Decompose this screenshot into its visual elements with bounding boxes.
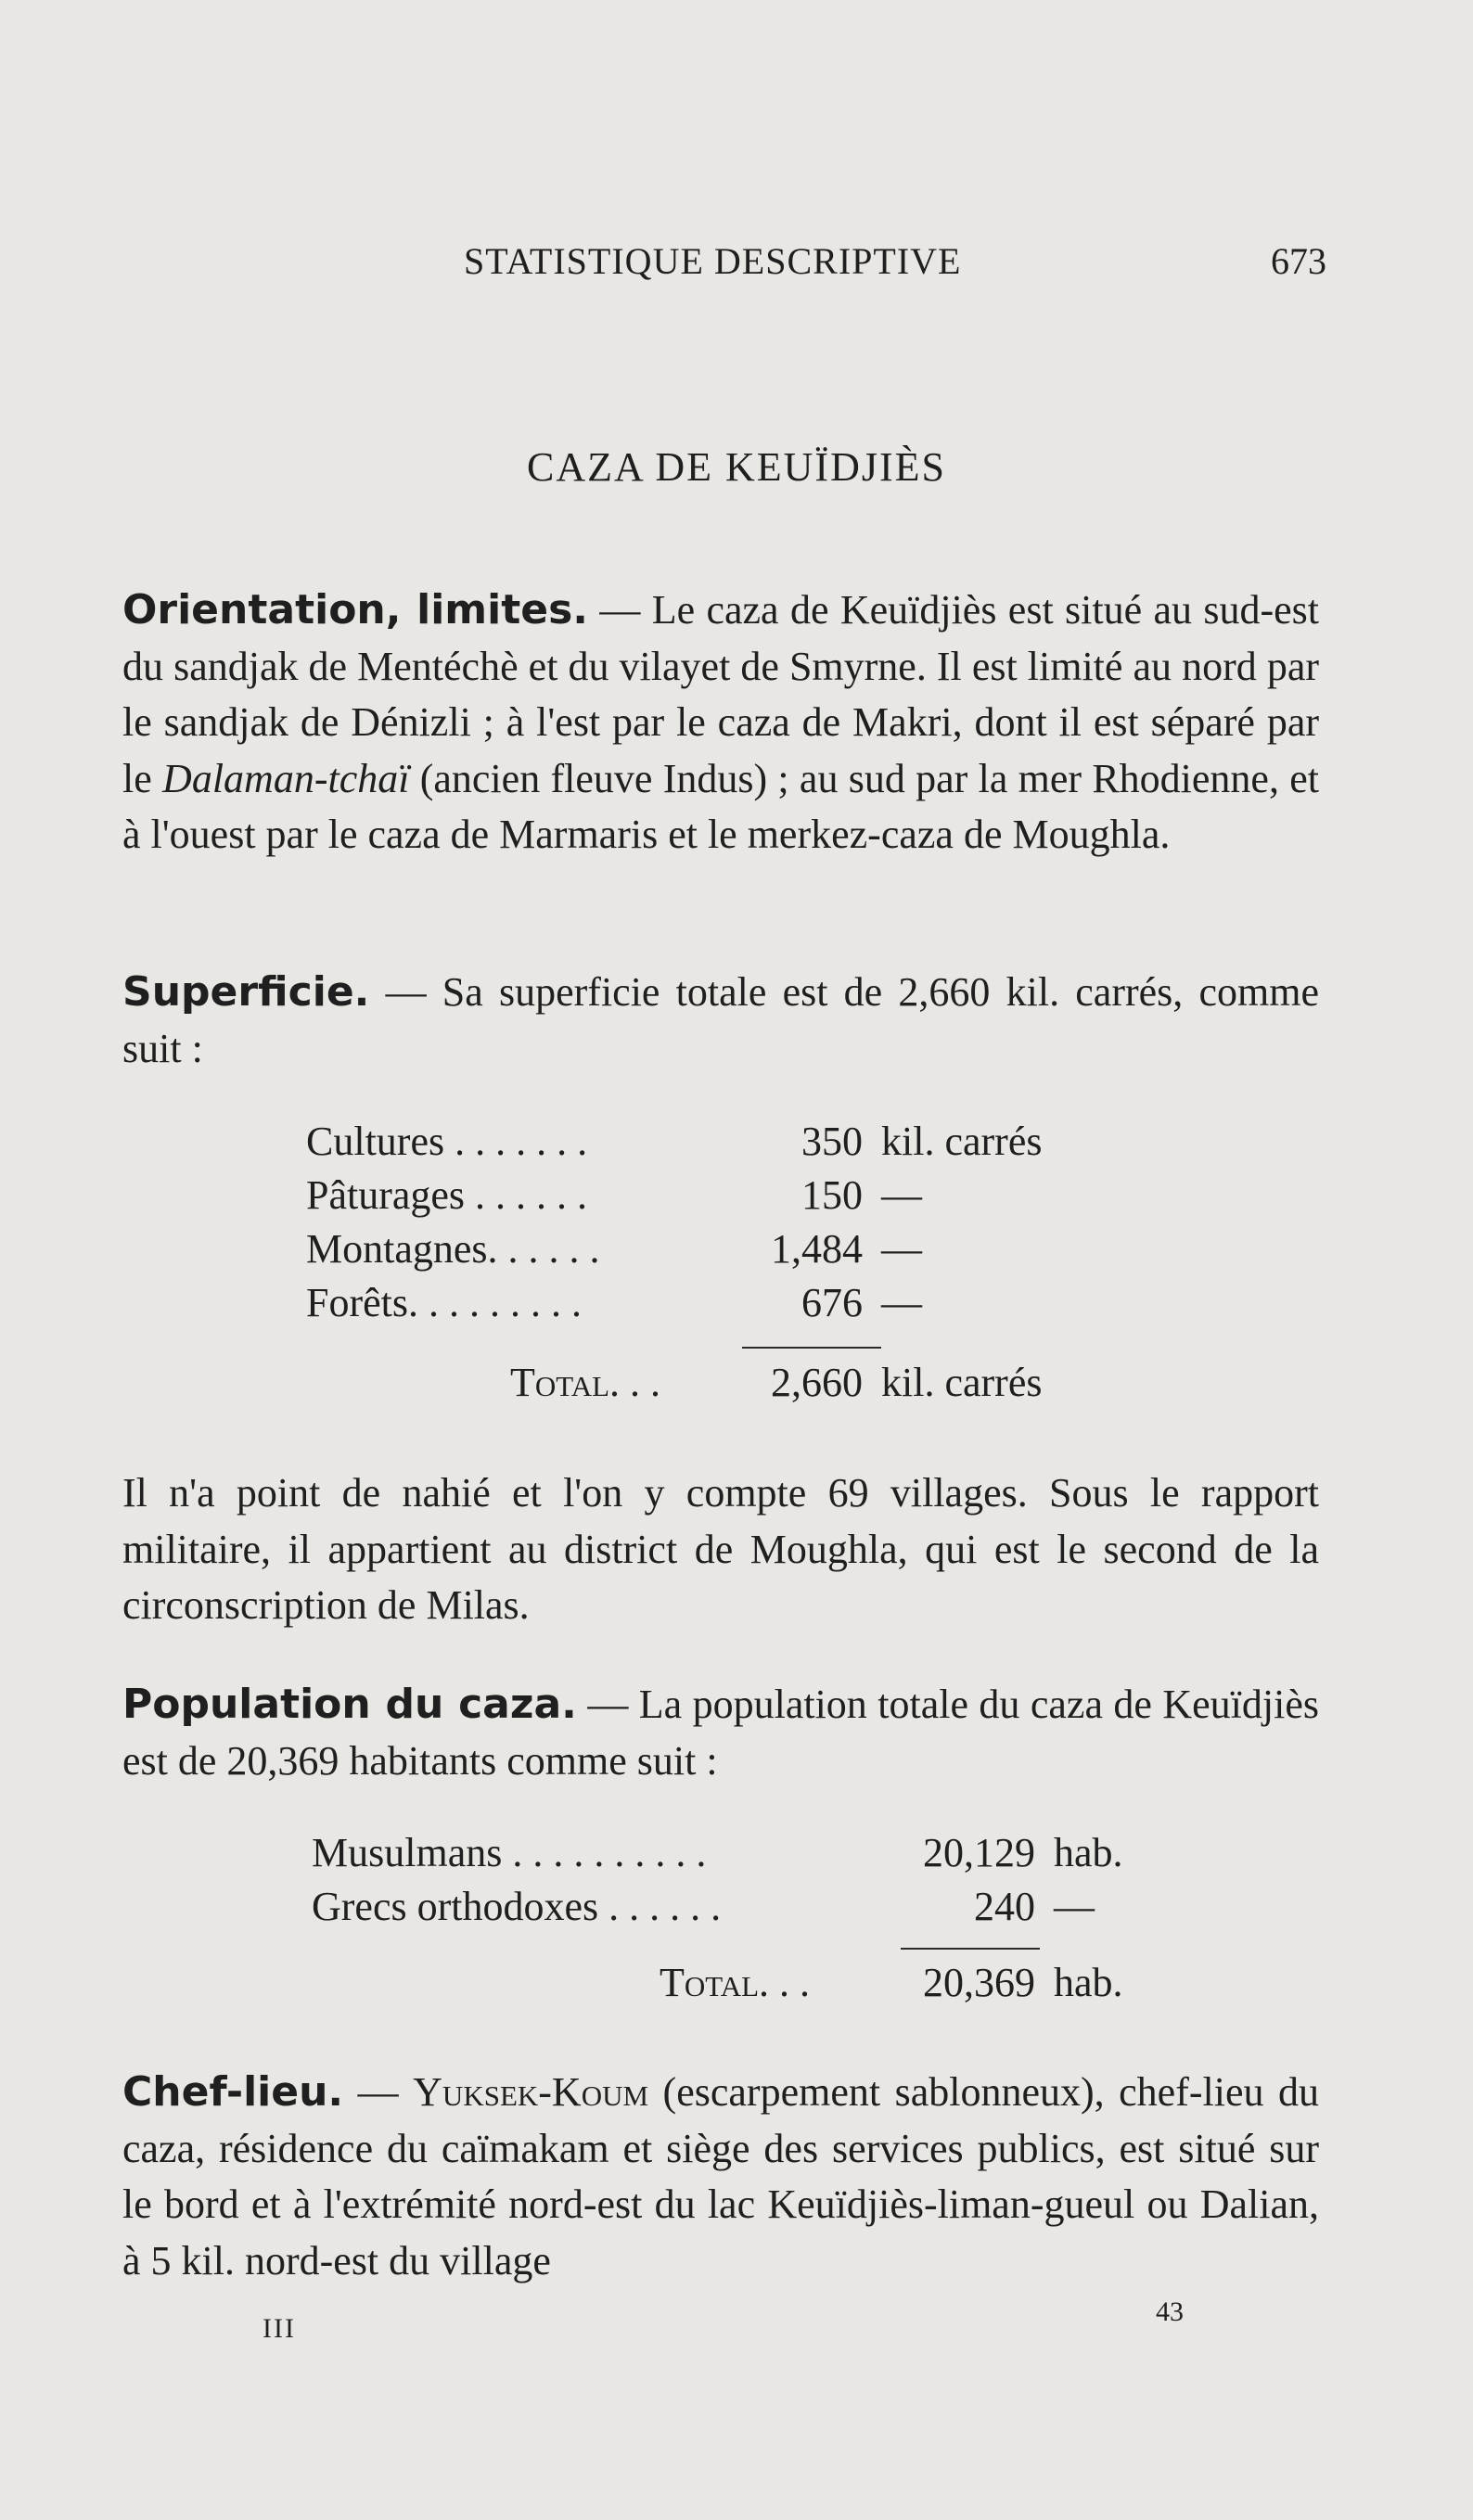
table-row [306,1118,1141,1170]
row-value: 150 [801,1172,863,1218]
superficie-table [306,1118,1141,1414]
running-head [121,239,1326,295]
table-row [312,1883,1146,1935]
page-number: 673 [1271,240,1326,282]
cheflieu-text: (escarpement sablonneux), chef-lieu du caza, résidence du caïmakam et siège des services publics, est situé sur le bord et à l'extrémité nord-est du lac Keuïdjiès-liman-gueul ou Dalian, à 5 kil. nord-est du village [122,2069,1319,2283]
cheflieu-heading: Chef-lieu. [122,2068,344,2116]
total-label: Total. . . [660,1960,811,2005]
paragraph-nahie: Il n'a point de nahié et l'on y compte 69 villages. Sous le rapport militaire, il appartient au district de Moughla, qui est le second de la circonscription de Milas. [122,1470,1319,1628]
total-unit: hab. [1054,1960,1123,2005]
total-rule [901,1948,1040,1950]
row-label: Musulmans . . . . . . . . . . [312,1830,707,1875]
row-value: 1,484 [771,1226,863,1272]
population-table [312,1829,1146,2042]
signature-mark: III [263,2313,296,2344]
paragraph-superficie [122,965,1319,1077]
paragraph-population [122,1677,1319,1789]
sheet-number: 43 [1156,2296,1184,2327]
row-value: 350 [801,1119,863,1164]
section-title: CAZA DE KEUÏDJIÈS [527,444,946,490]
total-row [312,1959,1146,2011]
population-heading: Population du caza. [122,1681,577,1728]
total-row [306,1359,1141,1411]
row-value: 240 [974,1884,1035,1929]
total-unit: kil. carrés [881,1360,1043,1405]
paragraph-cheflieu [122,2065,1319,2289]
orientation-text-end: (ancien fleuve Indus) ; au sud par la mer Rhodienne, et à l'ouest par le caza de Marmaris et le merkez-caza de Moughla. [122,755,1319,857]
row-value: 20,129 [923,1830,1035,1875]
row-unit: — [881,1172,922,1218]
total-value: 20,369 [923,1960,1035,2005]
row-unit: — [881,1226,922,1272]
total-value: 2,660 [771,1360,863,1405]
running-title: STATISTIQUE DESCRIPTIVE [464,240,962,282]
total-label: Total. . . [510,1360,661,1405]
table-row [306,1225,1141,1277]
superficie-text: — Sa superficie totale est de 2,660 kil. carrés, comme suit : [122,969,1319,1071]
paragraph-orientation [122,582,1319,863]
orientation-heading: Orientation, limites. [122,586,589,633]
total-rule [742,1347,881,1349]
row-label: Forêts. . . . . . . . . [306,1280,582,1325]
population-text: — La population totale du caza de Keuïdjiès est de 20,369 habitants comme suit : [122,1682,1320,1784]
row-unit: — [881,1280,922,1325]
table-row [312,1829,1146,1881]
row-label: Montagnes. . . . . . [306,1226,600,1272]
town-name: Yuksek-Koum [413,2069,649,2115]
row-unit: kil. carrés [881,1119,1043,1164]
row-value: 676 [801,1280,863,1325]
row-label: Grecs orthodoxes . . . . . . [312,1884,722,1929]
row-label: Cultures . . . . . . . [306,1119,588,1164]
river-name: Dalaman-tchaï [162,755,410,801]
row-unit: hab. [1054,1830,1123,1875]
row-label: Pâturages . . . . . . [306,1172,588,1218]
table-row [306,1171,1141,1223]
row-unit: — [1054,1884,1095,1929]
orientation-text: — Le caza de Keuïdjiès est situé au sud-est du sandjak de Mentéchè et du vilayet de Smyrne. Il est limité au nord par le sandjak de Dénizli ; à l'est par le caza de Makri, dont il est séparé par le [122,587,1320,801]
cheflieu-dash: — [343,2069,414,2115]
table-row [306,1279,1141,1331]
superficie-heading: Superficie. [122,968,370,1016]
